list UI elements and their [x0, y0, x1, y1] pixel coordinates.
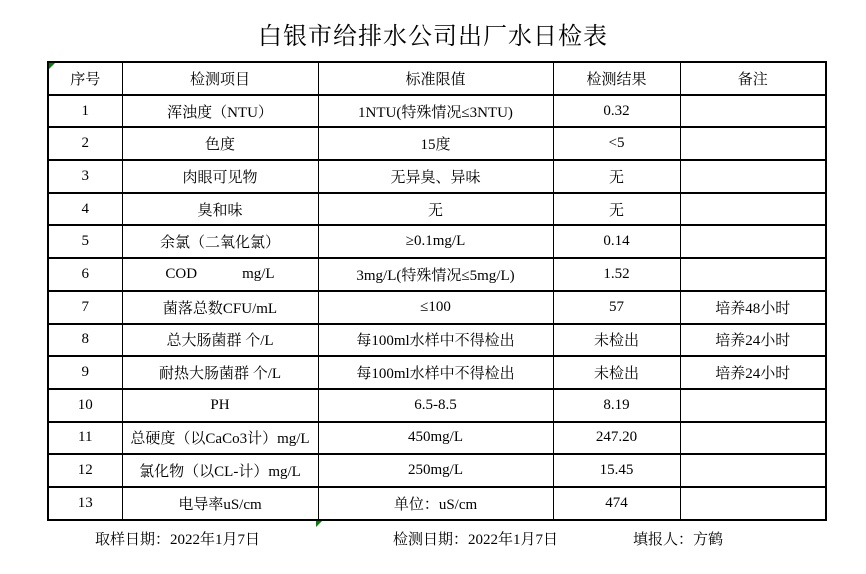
table-cell: 9: [48, 356, 122, 389]
table-cell: 0.32: [553, 95, 680, 128]
table-cell: 474: [553, 487, 680, 520]
table-cell: 13: [48, 487, 122, 520]
table-row: [48, 225, 826, 258]
table-cell: [680, 389, 826, 422]
table-cell: 每100ml水样中不得检出: [318, 324, 553, 357]
table-cell: [680, 422, 826, 455]
table-cell: 1: [48, 95, 122, 128]
table-cell: 3mg/L(特殊情况≤5mg/L): [318, 258, 553, 291]
table-cell: 57: [553, 291, 680, 324]
table-cell: 臭和味: [122, 193, 318, 226]
table-cell: 总硬度（以CaCo3计）mg/L: [122, 422, 318, 455]
table-row: [48, 454, 826, 487]
table-row: [48, 487, 826, 520]
table-cell: 无: [553, 193, 680, 226]
table-cell: 色度: [122, 127, 318, 160]
table-cell: 每100ml水样中不得检出: [318, 356, 553, 389]
table-cell: 247.20: [553, 422, 680, 455]
table-row: [48, 193, 826, 226]
table-cell: 12: [48, 454, 122, 487]
column-header-2: 检测项目: [122, 62, 318, 95]
table-cell: 5: [48, 225, 122, 258]
table-cell: 氯化物（以CL-计）mg/L: [122, 454, 318, 487]
table-cell: COD mg/L: [122, 258, 318, 291]
page-title: 白银市给排水公司出厂水日检表: [258, 24, 608, 50]
table-cell: 单位：uS/cm: [318, 487, 553, 520]
table-cell: 耐热大肠菌群 个/L: [122, 356, 318, 389]
table-cell: 无: [318, 193, 553, 226]
table-row: [48, 127, 826, 160]
table-cell: 15度: [318, 127, 553, 160]
table-cell: 无异臭、异味: [318, 160, 553, 193]
table-cell: 肉眼可见物: [122, 160, 318, 193]
table-cell: 11: [48, 422, 122, 455]
green-cell-marker-icon: [316, 521, 322, 527]
table-cell: 7: [48, 291, 122, 324]
table-row: [48, 324, 826, 357]
table-row: [48, 422, 826, 455]
table-cell: [680, 95, 826, 128]
table-row: [48, 291, 826, 324]
table-cell: [680, 160, 826, 193]
table-cell: 2: [48, 127, 122, 160]
table-cell: [680, 487, 826, 520]
table-cell: ≤100: [318, 291, 553, 324]
column-header-1: 序号: [48, 62, 122, 95]
inspection-table: [47, 61, 827, 521]
table-cell: 250mg/L: [318, 454, 553, 487]
test-date-label: 检测日期：2022年1月7日: [393, 532, 559, 548]
table-cell: 余氯（二氧化氯）: [122, 225, 318, 258]
table-cell: 电导率uS/cm: [122, 487, 318, 520]
sampling-date-label: 取样日期：2022年1月7日: [95, 532, 261, 548]
table-cell: 4: [48, 193, 122, 226]
table-cell: <5: [553, 127, 680, 160]
table-cell: 6: [48, 258, 122, 291]
table-cell: 1NTU(特殊情况≤3NTU): [318, 95, 553, 128]
table-cell: 6.5-8.5: [318, 389, 553, 422]
footer: [0, 528, 866, 552]
table-row: [48, 356, 826, 389]
table-row: [48, 160, 826, 193]
column-header-5: 备注: [680, 62, 826, 95]
table-row: [48, 258, 826, 291]
table-cell: 8.19: [553, 389, 680, 422]
table-cell: [680, 258, 826, 291]
table-cell: 培养24小时: [680, 324, 826, 357]
table-cell: 总大肠菌群 个/L: [122, 324, 318, 357]
table-cell: 未检出: [553, 324, 680, 357]
table-cell: 培养48小时: [680, 291, 826, 324]
table-cell: 15.45: [553, 454, 680, 487]
table-cell: [680, 454, 826, 487]
table-cell: [680, 193, 826, 226]
table-cell: 培养24小时: [680, 356, 826, 389]
table-cell: 0.14: [553, 225, 680, 258]
table-cell: [680, 127, 826, 160]
table-cell: PH: [122, 389, 318, 422]
table-cell: 10: [48, 389, 122, 422]
table-cell: 1.52: [553, 258, 680, 291]
table-cell: [680, 225, 826, 258]
green-corner-marker-icon: [49, 63, 55, 69]
column-header-3: 标准限值: [318, 62, 553, 95]
table-cell: 浑浊度（NTU）: [122, 95, 318, 128]
table-cell: 450mg/L: [318, 422, 553, 455]
reporter-label: 填报人：方鹤: [633, 532, 724, 548]
table-row: [48, 389, 826, 422]
column-header-4: 检测结果: [553, 62, 680, 95]
table-row: [48, 95, 826, 128]
table-cell: 菌落总数CFU/mL: [122, 291, 318, 324]
table-cell: 未检出: [553, 356, 680, 389]
table-cell: ≥0.1mg/L: [318, 225, 553, 258]
table-cell: 3: [48, 160, 122, 193]
table-header-row: [48, 62, 826, 95]
table-cell: 8: [48, 324, 122, 357]
table-cell: 无: [553, 160, 680, 193]
